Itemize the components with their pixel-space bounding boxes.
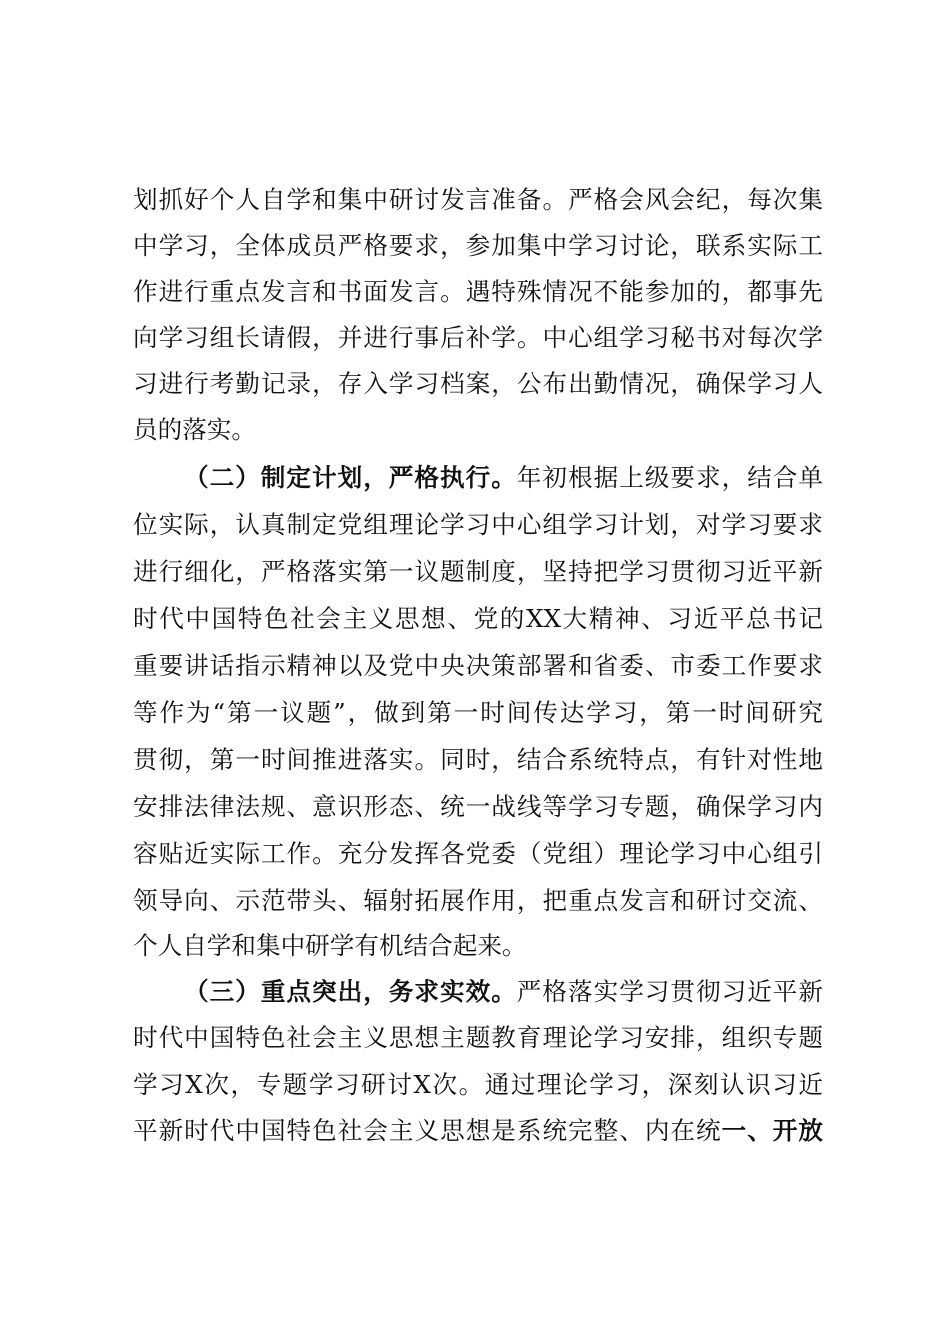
- paragraph-3-line-4: [133, 1108, 823, 1154]
- paragraph-2-line-4: 时代中国特色社会主义思想、党的XX大精神、习近平总书记: [133, 604, 823, 633]
- paragraph-1-line-3: 作进行重点发言和书面发言。遇特殊情况不能参加的，都事先: [133, 277, 823, 306]
- paragraph-1-line-6: 员的落实。: [133, 415, 256, 444]
- paragraph-3-line-2: 时代中国特色社会主义思想主题教育理论学习安排，组织专题: [133, 1023, 823, 1052]
- paragraph-2-line-7: 贯彻，第一时间推进落实。同时，结合系统特点，有针对性地: [133, 745, 823, 774]
- paragraph-2-line-10: 领导向、示范带头、辐射拓展作用，把重点发言和研讨交流、: [133, 886, 823, 915]
- paragraph-1-line-5: 习进行考勤记录，存入学习档案，公布出勤情况，确保学习人: [133, 369, 823, 398]
- paragraph-3-line-4-bold-text: 一、开放: [721, 1116, 823, 1145]
- paragraph-2-line-11: 个人自学和集中研学有机结合起来。: [133, 931, 527, 960]
- section-heading-2: （二）制定计划，严格执行。: [184, 463, 517, 492]
- paragraph-1-line-4: 向学习组长请假，并进行事后补学。中心组学习秘书对每次学: [133, 323, 823, 352]
- paragraph-3-line-4-text: 平新时代中国特色社会主义思想是系统完整、内在统: [133, 1116, 722, 1145]
- paragraph-2-line-9: 容贴近实际工作。充分发挥各党委（党组）理论学习中心组引: [133, 839, 823, 868]
- paragraph-2-line-3: 进行细化，严格落实第一议题制度，坚持把学习贯彻习近平新: [133, 557, 823, 586]
- paragraph-1-line-2: 中学习，全体成员严格要求，参加集中学习讨论，联系实际工: [133, 231, 823, 260]
- paragraph-2-line-5: 重要讲话指示精神以及党中央决策部署和省委、市委工作要求: [133, 651, 823, 680]
- paragraph-3-first-line: [184, 969, 823, 1015]
- section-heading-3: （三）重点突出，务求实效。: [184, 977, 517, 1006]
- paragraph-1-line-1: 划抓好个人自学和集中研讨发言准备。严格会风会纪，每次集: [133, 185, 823, 214]
- paragraph-3-first-line-text: 严格落实学习贯彻习近平新: [516, 977, 823, 1006]
- paragraph-2-line-8: 安排法律法规、意识形态、统一战线等学习专题，确保学习内: [133, 792, 823, 821]
- paragraph-2-line-6: 等作为“第一议题”，做到第一时间传达学习，第一时间研究: [133, 698, 823, 727]
- paragraph-2-first-line: [184, 455, 823, 501]
- paragraph-2-first-line-text: 年初根据上级要求，结合单: [516, 463, 823, 492]
- paragraph-3-line-3: 学习X次，专题学习研讨X次。通过理论学习，深刻认识习近: [133, 1070, 823, 1099]
- paragraph-2-line-2: 位实际，认真制定党组理论学习中心组学习计划，对学习要求: [133, 510, 823, 539]
